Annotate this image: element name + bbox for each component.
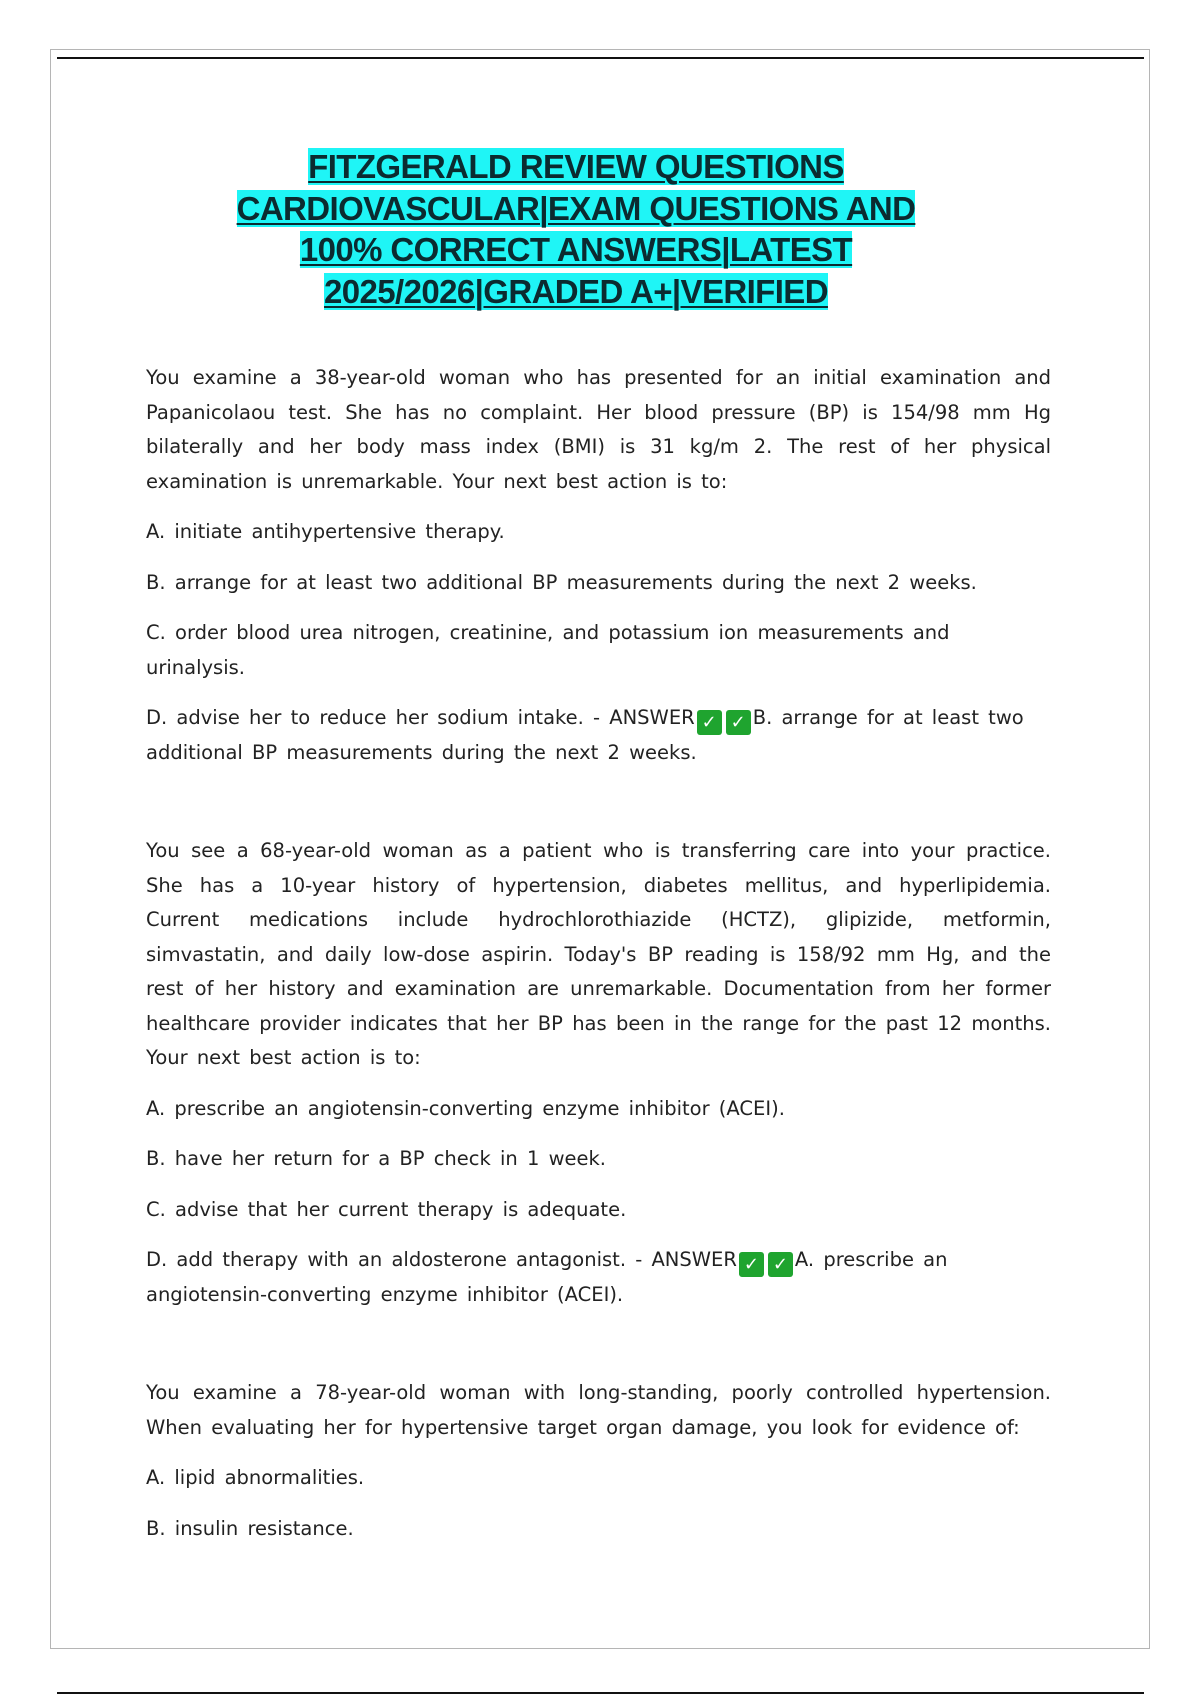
option-d: D. add therapy with an aldosterone antagonist. - ANSWER bbox=[146, 1248, 737, 1271]
question-2 bbox=[146, 834, 1051, 1312]
question-3 bbox=[146, 1376, 1051, 1546]
title-line-4: 2025/2026|GRADED A+|VERIFIED bbox=[324, 272, 828, 310]
question-1 bbox=[146, 361, 1051, 770]
answer-text: A. prescribe an angiotensin-converting enzyme inhibitor (ACEI). bbox=[146, 1248, 948, 1306]
title-line-2: CARDIOVASCULAR|EXAM QUESTIONS AND bbox=[236, 189, 916, 227]
option-c: C. order blood urea nitrogen, creatinine, and potassium ion measurements and urinalysis. bbox=[146, 621, 950, 679]
question-stem: You examine a 78-year-old woman with long-standing, poorly controlled hypertension. When evaluating her for hypertensive target organ damage, you look for evidence of: bbox=[146, 1381, 1051, 1439]
question-stem: You examine a 38-year-old woman who has presented for an initial examination and Papanicolaou test. She has no complaint. Her blood pressure (BP) is 154/98 mm Hg bilaterally and her body mass index (BMI) is 31 kg/m 2. The rest of her physical examination is unremarkable. Your next best action is to: bbox=[146, 366, 1051, 493]
option-d: D. advise her to reduce her sodium intake. - ANSWER bbox=[146, 706, 695, 729]
option-d-with-answer bbox=[146, 701, 1051, 770]
check-mark-icon: ✓ bbox=[768, 1252, 793, 1277]
question-stem: You see a 68-year-old woman as a patient who is transferring care into your practice. She has a 10-year history of hypertension, diabetes mellitus, and hyperlipidemia. Current medications include hydrochlorothiazide (HCTZ), glipizide, metformin, simvastatin, and daily low-dose aspirin. Today's BP reading is 158/92 mm Hg, and the rest of her history and examination are unremarkable. Documentation from her former healthcare provider indicates that her BP has been in the range for the past 12 months. Your next best action is to: bbox=[146, 839, 1051, 1069]
bottom-rule bbox=[57, 1692, 1144, 1694]
option-a: A. lipid abnormalities. bbox=[146, 1466, 365, 1489]
document-title bbox=[150, 146, 1002, 312]
option-d-with-answer bbox=[146, 1243, 1051, 1312]
option-a: A. initiate antihypertensive therapy. bbox=[146, 520, 505, 543]
check-mark-icon: ✓ bbox=[739, 1252, 764, 1277]
option-b: B. insulin resistance. bbox=[146, 1516, 354, 1540]
check-mark-icon: ✓ bbox=[726, 710, 751, 735]
document-body bbox=[146, 361, 1051, 1546]
option-a: A. prescribe an angiotensin-converting enzyme inhibitor (ACEI). bbox=[146, 1096, 785, 1120]
option-b: B. have her return for a BP check in 1 week. bbox=[146, 1147, 607, 1170]
title-line-1: FITZGERALD REVIEW QUESTIONS bbox=[308, 148, 844, 185]
top-rule bbox=[57, 57, 1144, 59]
answer-text: B. arrange for at least two additional BP measurements during the next 2 weeks. bbox=[146, 706, 1024, 764]
option-c: C. advise that her current therapy is adequate. bbox=[146, 1197, 627, 1221]
title-line-3: 100% CORRECT ANSWERS|LATEST bbox=[299, 231, 853, 268]
check-mark-icon: ✓ bbox=[697, 710, 722, 735]
option-b: B. arrange for at least two additional BP measurements during the next 2 weeks. bbox=[146, 570, 977, 594]
